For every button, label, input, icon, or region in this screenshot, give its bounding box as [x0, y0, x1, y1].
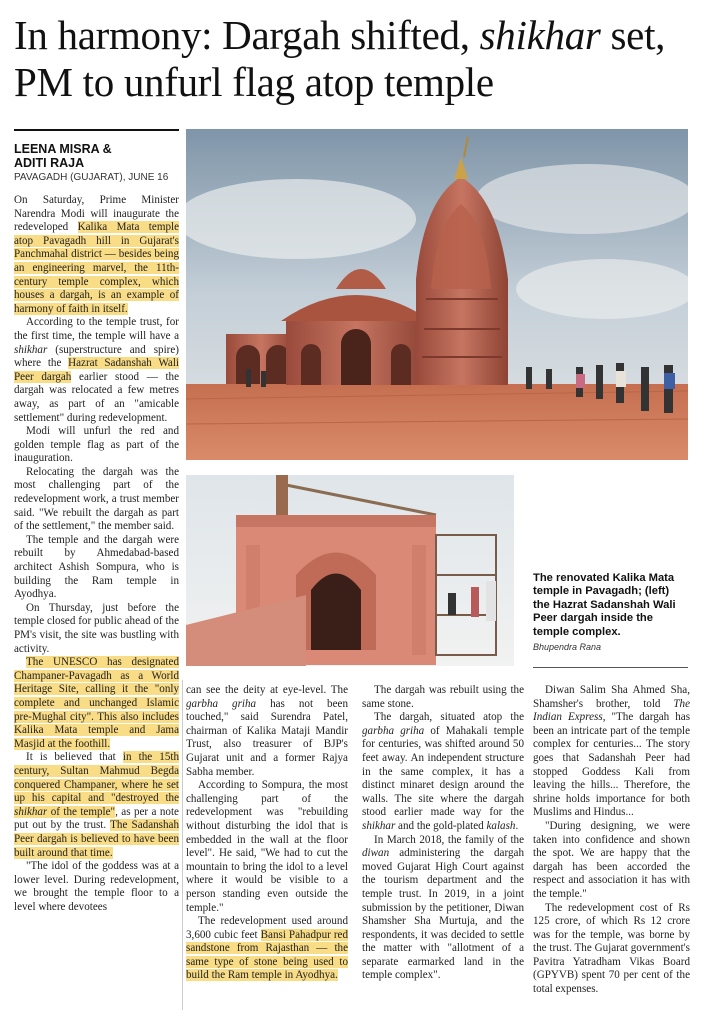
col1-p1b-highlight: Kalika Mata temple atop Pavagadh hill in Gujarat's Panchmahal district — besides being an engineering marvel, the 11th-century temple complex, which houses a dargah, is an example of harmony of faith in itself.	[14, 221, 179, 315]
col4-para-3: The redevelopment cost of Rs 125 crore, of which Rs 12 crore was for the temple, was borne by the trust. The Gujarat government's Pavitra Yatradham Vikas Board (GPYVB) spent 70 per cent of the total expenses.	[533, 901, 690, 996]
col1-p8e: , as per a note put out by the trust.	[14, 805, 179, 832]
col3-p2d: shikhar	[362, 819, 396, 832]
col3-para-3	[362, 834, 524, 984]
col1-para-2	[14, 316, 179, 425]
byline	[14, 142, 179, 184]
col3-p2f: kalash	[486, 819, 516, 832]
col2-para-3	[186, 915, 348, 983]
headline-part2: set, PM to unfurl flag atop temple	[14, 12, 666, 105]
col1-p2c: (superstructure and spire) where the	[14, 343, 179, 370]
col1-p8a: It is believed that	[26, 751, 123, 764]
byline-name-2: ADITI RAJA	[14, 156, 85, 170]
col1-p8f-highlight: The Sadanshah Peer dargah is believed to have been built around that time.	[14, 819, 180, 859]
col4-p1c: , "The dargah has been an intricate part of the temple complex for centuries... The story goes that Sadanshah Peer had stopped Goddess Kali from leaving the hills... Therefore, the shrine holds importance for both Muslims and Hindus...	[533, 711, 691, 819]
col3-para-1: The dargah was rebuilt using the same stone.	[362, 684, 524, 710]
photo-caption	[533, 572, 688, 652]
col3-p2a: The dargah, situated atop the	[374, 711, 524, 724]
column-2	[186, 684, 348, 983]
column-separator-1	[182, 680, 183, 1010]
col1-para-5: The temple and the dargah were rebuilt by Ahmedabad-based architect Ashish Sompura, who is building the Ram temple in Ayodhya.	[14, 533, 179, 601]
photo-credit: Bhupendra Rana	[533, 642, 602, 653]
col3-p2g: .	[515, 819, 519, 832]
dargah-photo	[186, 475, 514, 666]
column-3	[362, 684, 524, 983]
col1-p8b-highlight: in the 15th century, Sultan Mahmud Begda conquered Champaner, where he set up his capital and "destroyed the	[14, 751, 179, 805]
col1-para-4: Relocating the dargah was the most challenging part of the redevelopment work, a trust member said. "We rebuilt the dargah as part of the settlement," the member said.	[14, 465, 179, 533]
headline	[14, 12, 694, 106]
col1-p7-highlight: The UNESCO has designated Champaner-Pavagadh as a World Heritage Site, calling it the "only complete and unchanged Islamic pre-Mughal city". This also includes Kalika Mata temple and Jama Masjid at the foothill.	[14, 656, 179, 750]
col1-p8c-highlight: shikhar	[14, 805, 48, 818]
col1-para-3: Modi will unfurl the red and golden temple flag as part of the inauguration.	[14, 425, 179, 465]
col4-para-1	[533, 684, 690, 820]
col4-p1a: Diwan Salim Sha Ahmed Sha, Shamsher's brother, told	[533, 684, 690, 710]
column-4	[533, 684, 690, 997]
headline-part1: In harmony: Dargah shifted,	[14, 12, 480, 58]
col1-para-1	[14, 194, 179, 316]
col2-p1c: has not been touched," said Surendra Patel, chairman of Kalika Mataji Mandir Trust, also treasurer of BJP's Gujarat unit and a former Rajya Sabha member.	[186, 697, 348, 778]
col2-p3b-highlight: Bansi Pahadpur red sandstone from Rajasthan — the same type of stone being used to build the Ram temple in Ayodhya.	[186, 928, 348, 982]
headline-italic: shikhar	[479, 12, 601, 58]
dateline: PAVAGADH (GUJARAT), JUNE 16	[14, 172, 169, 183]
col3-para-2	[362, 711, 524, 833]
col1-p2b: shikhar	[14, 343, 48, 356]
col3-p2b: garbha griha	[362, 724, 425, 737]
col2-p1a: can see the deity at eye-level. The	[186, 684, 348, 696]
col1-para-6: On Thursday, just before the temple closed for public ahead of the PM's visit, the site was bustling with activity.	[14, 601, 179, 655]
col3-p3b: diwan	[362, 847, 390, 860]
col3-p3a: In March 2018, the family of the	[374, 833, 524, 846]
col2-para-2: According to Sompura, the most challenging part of the redevelopment was "rebuilding without disturbing the idol that is embedded in the wall at the floor level". He said, "We had to cut the mountain to bring the idol to a level where it would be visible to a person standing even outside the temple."	[186, 779, 348, 914]
temple-photo	[186, 129, 688, 460]
col1-p2d-highlight: Hazrat Sadanshah Wali Peer dargah	[14, 357, 179, 383]
col1-p2a: According to the temple trust, for the first time, the temple will have a	[14, 316, 179, 342]
col1-p2e: earlier stood — the dargah was relocated a few metres away, as part of an "amicable settlement" during redevelopment.	[14, 370, 180, 424]
caption-rule	[533, 667, 688, 668]
col1-p1a: On Saturday, Prime Minister Narendra Modi will inaugurate the redeveloped	[14, 194, 179, 234]
col2-p1b: garbha griha	[186, 697, 257, 710]
col3-p2e: and the gold-plated	[395, 819, 487, 832]
col3-p3c: administering the dargah moved Gujarat High Court against the tourism department and the temple trust. In 2019, in a joint submission by the petitioner, Diwan Shamsher Sha Murtuja, and the respondents, it was decided to settle the matter with "allotment of a separate earmarked land in the temple complex".	[362, 847, 524, 982]
col4-p1b: The Indian Express	[533, 697, 690, 724]
col1-p8d-highlight: of the temple"	[47, 805, 116, 818]
col2-p3a: The redevelopment used around 3,600 cubic feet	[186, 915, 348, 941]
byline-name-1: LEENA MISRA &	[14, 142, 112, 156]
col3-p2c: of Mahakali temple for centuries, was shifted around 50 feet away. An independent structure in the same complex, it has a distinct minaret design around the walls. The site where the dargah stood earlier made way for the	[362, 724, 524, 819]
col1-para-9: "The idol of the goddess was at a lower level. During redevelopment, we brought the temple floor to a level where devotees	[14, 860, 179, 913]
col4-para-2: "During designing, we were taken into confidence and shown the spot. We are happy that the dargah has been accorded the respect and association it has with the temple."	[533, 819, 690, 900]
column-1	[14, 194, 179, 914]
byline-rule	[14, 129, 179, 131]
col1-para-7	[14, 656, 179, 751]
col1-para-8	[14, 751, 179, 860]
col2-para-1	[186, 684, 348, 779]
caption-text: The renovated Kalika Mata temple in Pavagadh; (left) the Hazrat Sadanshah Wali Peer dargah inside the temple complex.	[533, 572, 676, 638]
